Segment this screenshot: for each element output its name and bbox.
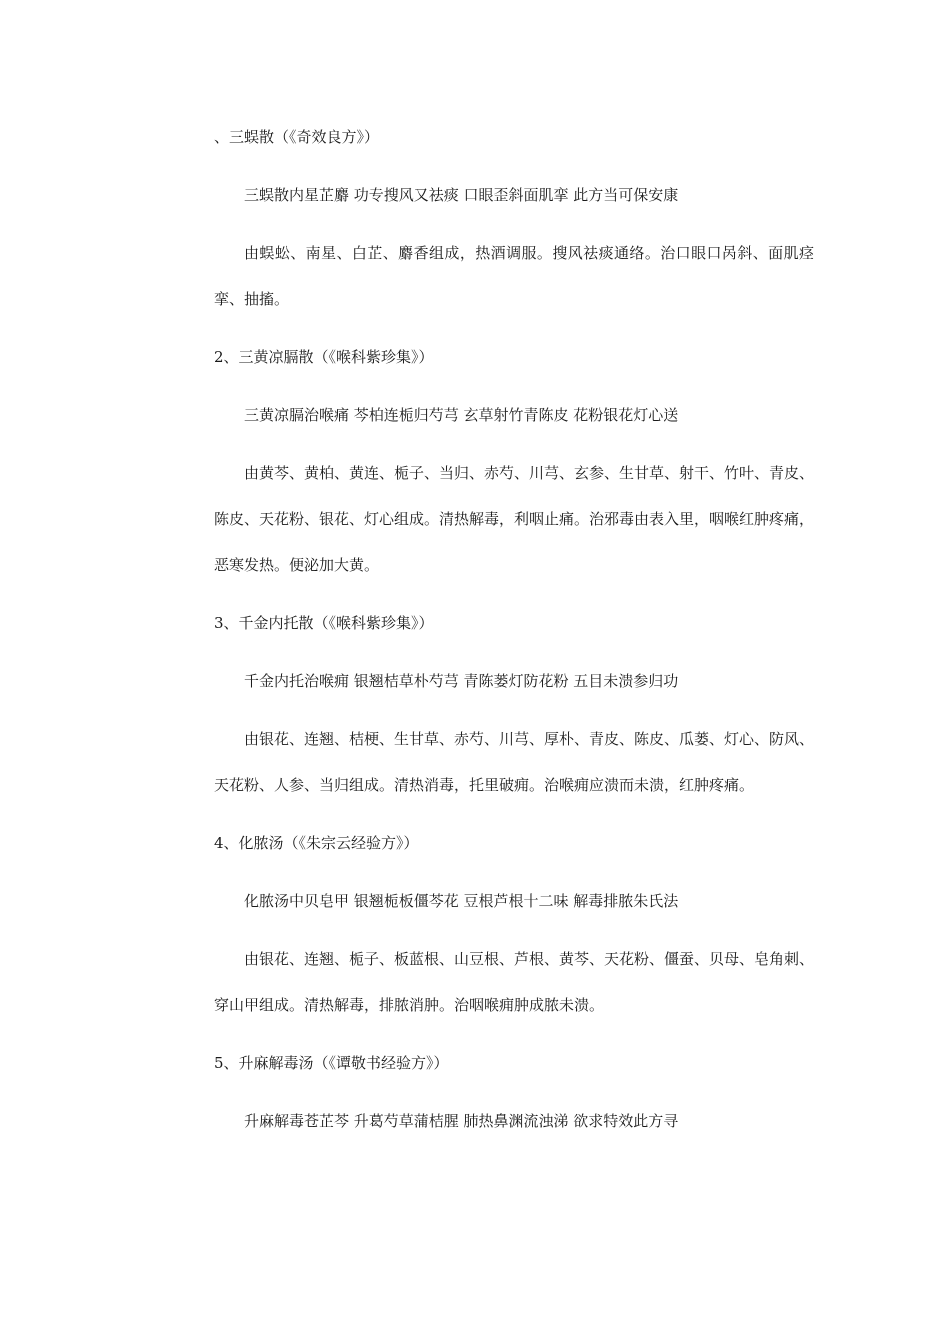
formula-description: 由银花、连翘、桔梗、生甘草、赤芍、川芎、厚朴、青皮、陈皮、瓜蒌、灯心、防风、天花粉、人参、当归组成。清热消毒，托里破痈。治喉痈应溃而未溃，红肿疼痛。 xyxy=(214,730,815,794)
formula-entry-2 xyxy=(214,344,814,588)
formula-entry-1 xyxy=(214,124,814,322)
formula-entry-5 xyxy=(214,1050,814,1134)
formula-description: 由蜈蚣、南星、白芷、麝香组成，热酒调服。搜风祛痰通络。治口眼口呙斜、面肌痉挛、抽搐。 xyxy=(214,244,814,308)
formula-verse: 三黄凉膈治喉痛 芩柏连栀归芍芎 玄草射竹青陈皮 花粉银花灯心送 xyxy=(244,406,679,424)
formula-description: 由银花、连翘、栀子、板蓝根、山豆根、芦根、黄芩、天花粉、僵蚕、贝母、皂角刺、穿山甲组成。清热解毒，排脓消肿。治咽喉痈肿成脓未溃。 xyxy=(214,950,815,1014)
formula-verse: 千金内托治喉痈 银翘桔草朴芍芎 青陈蒌灯防花粉 五目未溃参归功 xyxy=(244,672,679,690)
formula-entry-3 xyxy=(214,610,814,808)
formula-heading: 4、化脓汤（《朱宗云经验方》） xyxy=(214,834,419,852)
formula-entry-4 xyxy=(214,830,814,1028)
formula-heading: 2、三黄凉膈散（《喉科紫珍集》） xyxy=(214,348,434,366)
formula-verse: 升麻解毒苍芷芩 升葛芍草蒲桔腥 肺热鼻渊流浊涕 欲求特效此方寻 xyxy=(244,1112,679,1130)
formula-verse: 三蜈散内星芷麝 功专搜风又祛痰 口眼歪斜面肌挛 此方当可保安康 xyxy=(244,186,679,204)
formula-heading: 5、升麻解毒汤（《谭敬书经验方》） xyxy=(214,1054,449,1072)
formula-heading: 、三蜈散（《奇效良方》） xyxy=(214,128,380,146)
formula-description: 由黄芩、黄柏、黄连、栀子、当归、赤芍、川芎、玄参、生甘草、射干、竹叶、青皮、陈皮、天花粉、银花、灯心组成。清热解毒，利咽止痛。治邪毒由表入里，咽喉红肿疼痛，恶寒发热。便泌加大黄。 xyxy=(214,464,815,574)
formula-verse: 化脓汤中贝皂甲 银翘栀板僵芩花 豆根芦根十二味 解毒排脓朱氏法 xyxy=(244,892,679,910)
document-body xyxy=(214,124,814,1166)
formula-heading: 3、千金内托散（《喉科紫珍集》） xyxy=(214,614,434,632)
